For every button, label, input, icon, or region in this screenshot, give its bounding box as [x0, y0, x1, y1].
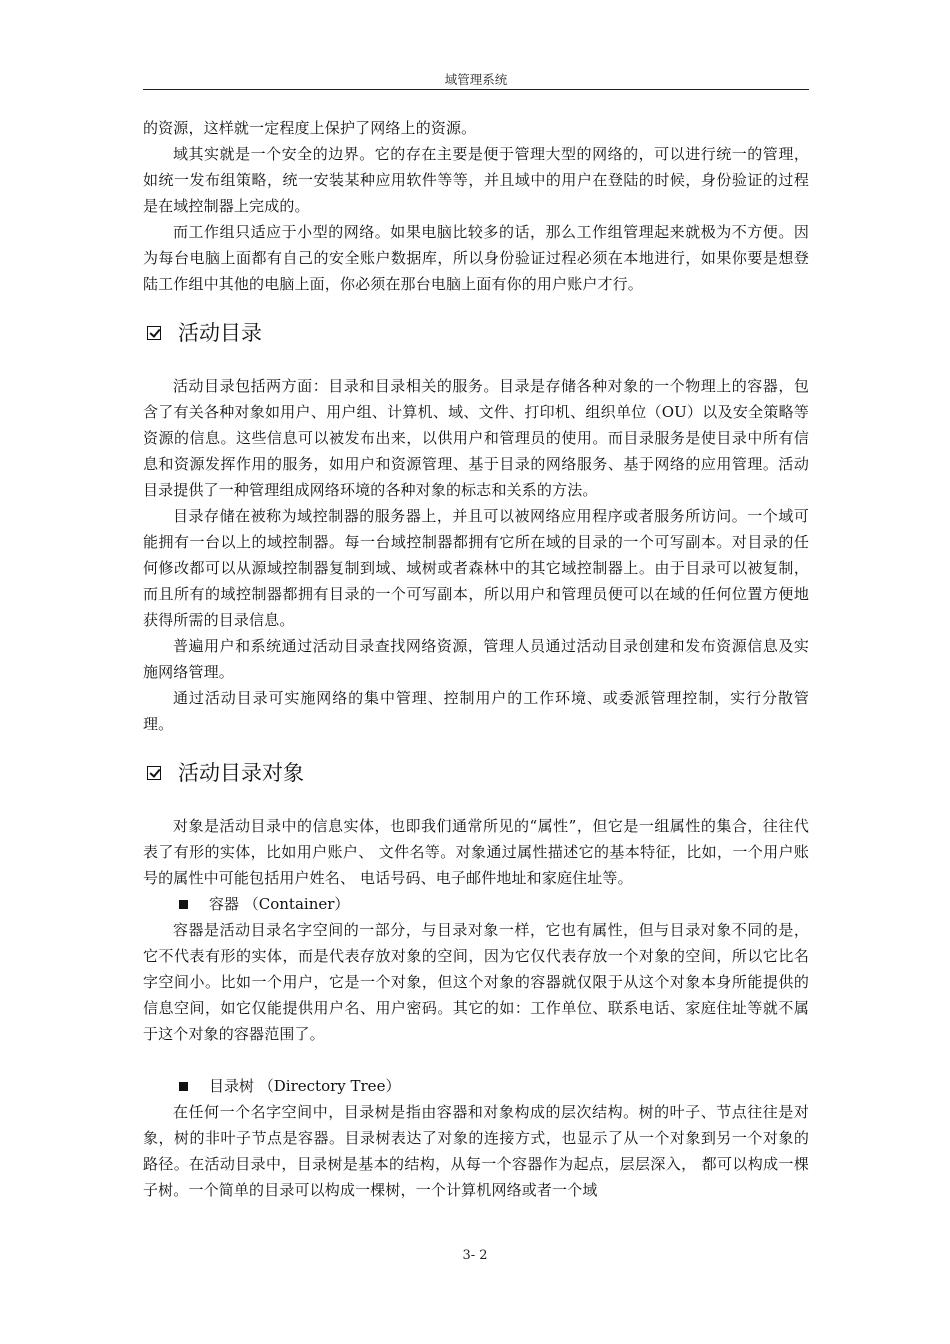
- checkbox-icon: [147, 326, 161, 340]
- square-bullet-icon: [179, 900, 188, 909]
- bullet-label: 目录树 （Directory Tree）: [209, 1077, 401, 1095]
- paragraph: 域其实就是一个安全的边界。它的存在主要是便于管理大型的网络的，可以进行统一的管理，如统一发布组策略，统一安装某种应用软件等等，并且域中的用户在登陆的时候，身份验证的过程是在域控制器上完成的。: [143, 145, 809, 215]
- page-number: 3- 2: [462, 1248, 488, 1263]
- paragraph: 活动目录包括两方面：目录和目录相关的服务。目录是存储各种对象的一个物理上的容器，包含了有关各种对象如用户、用户组、计算机、域、文件、打印机、组织单位（OU）以及安全策略等资源的信息。这些信息可以被发布出来，以供用户和管理员的使用。而目录服务是使目录中所有信息和资源发挥作用的服务，如用户和资源管理、基于目录的网络服务、基于网络的应用管理。活动目录提供了一种管理组成网络环境的各种对象的标志和关系的方法。: [143, 377, 809, 499]
- section-heading-active-directory: [143, 318, 809, 348]
- paragraph: 对象是活动目录中的信息实体，也即我们通常所见的“属性”，但它是一组属性的集合，往往代表了有形的实体，比如用户账户、 文件名等。对象通过属性描述它的基本特征，比如，一个用户账号的属性中可能包括用户姓名、 电话号码、电子邮件地址和家庭住址等。: [143, 817, 809, 887]
- paragraph: 目录存储在被称为域控制器的服务器上，并且可以被网络应用程序或者服务所访问。一个域可能拥有一台以上的域控制器。每一台域控制器都拥有它所在域的目录的一个可写副本。对目录的任何修改都可以从源域控制器复制到域、域树或者森林中的其它域控制器上。由于目录可以被复制，而且所有的域控制器都拥有目录的一个可写副本，所以用户和管理员便可以在域的任何位置方便地获得所需的目录信息。: [143, 507, 809, 629]
- paragraph: 通过活动目录可实施网络的集中管理、控制用户的工作环境、或委派管理控制，实行分散管理。: [143, 689, 809, 733]
- header-rule: [143, 89, 809, 90]
- section-heading-text: 活动目录: [178, 321, 262, 345]
- page-header: 域管理系统: [444, 72, 508, 87]
- checkbox-icon: [147, 766, 161, 780]
- section-heading-text: 活动目录对象: [178, 761, 304, 785]
- page-content: [143, 115, 809, 1203]
- paragraph: 在任何一个名字空间中，目录树是指由容器和对象构成的层次结构。树的叶子、节点往往是对象，树的非叶子节点是容器。目录树表达了对象的连接方式，也显示了从一个对象到另一个对象的路径。在活动目录中，目录树是基本的结构，从每一个容器作为起点，层层深入， 都可以构成一棵子树。一个简单的目录可以构成一棵树，一个计算机网络或者一个域: [143, 1103, 809, 1199]
- section-heading-ad-objects: [143, 758, 809, 788]
- paragraph: 普遍用户和系统通过活动目录查找网络资源，管理人员通过活动目录创建和发布资源信息及实施网络管理。: [143, 637, 809, 681]
- bullet-label: 容器 （Container）: [209, 895, 350, 913]
- paragraph: 的资源，这样就一定程度上保护了网络上的资源。: [143, 119, 477, 137]
- paragraph: 容器是活动目录名字空间的一部分，与目录对象一样，它也有属性，但与目录对象不同的是，它不代表有形的实体，而是代表存放对象的空间，因为它仅代表存放一个对象的空间，所以它比名字空间小。比如一个用户，它是一个对象，但这个对象的容器就仅限于从这个对象本身所能提供的信息空间，如它仅能提供用户名、用户密码。其它的如：工作单位、联系电话、家庭住址等就不属于这个对象的容器范围了。: [143, 921, 809, 1043]
- paragraph: 而工作组只适应于小型的网络。如果电脑比较多的话，那么工作组管理起来就极为不方便。因为每台电脑上面都有自己的安全账户数据库，所以身份验证过程必须在本地进行，如果你要是想登陆工作组中其他的电脑上面，你必须在那台电脑上面有你的用户账户才行。: [143, 223, 809, 293]
- bullet-item-directory-tree: [143, 1073, 809, 1099]
- square-bullet-icon: [179, 1082, 188, 1091]
- bullet-item-container: [143, 891, 809, 917]
